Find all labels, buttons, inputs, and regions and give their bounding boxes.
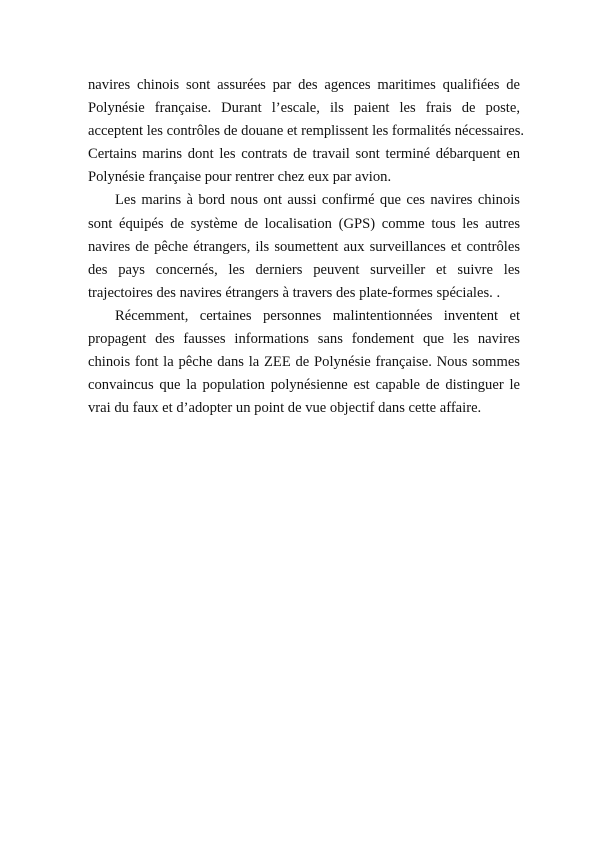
document-body xyxy=(88,74,525,420)
paragraph-3-line-1: Récemment, certaines personnes malintentionnées inventent et xyxy=(115,307,520,324)
paragraph-3 xyxy=(88,305,520,420)
paragraph-2-line-4: des pays concernés, les derniers peuvent surveiller et suivre les xyxy=(88,261,520,278)
paragraph-2-line-3: navires de pêche étrangers, ils soumettent aux surveillances et contrôles xyxy=(88,238,520,255)
paragraph-1 xyxy=(88,74,525,189)
paragraph-1-line-3: acceptent les contrôles de douane et remplissent les formalités nécessaires. xyxy=(88,123,525,140)
paragraph-1-line-4: Certains marins dont les contrats de travail sont terminé débarquent en xyxy=(88,146,520,163)
paragraph-2-line-5: trajectoires des navires étrangers à travers des plate-formes spéciales. . xyxy=(88,284,501,301)
paragraph-3-line-5: vrai du faux et d’adopter un point de vue objectif dans cette affaire. xyxy=(88,400,482,417)
paragraph-1-line-5: Polynésie française pour rentrer chez eux par avion. xyxy=(88,169,392,186)
paragraph-1-line-1: navires chinois sont assurées par des agences maritimes qualifiées de xyxy=(88,77,520,93)
paragraph-2 xyxy=(88,189,520,304)
paragraph-2-line-1: Les marins à bord nous ont aussi confirmé que ces navires chinois xyxy=(115,192,520,209)
paragraph-3-line-2: propagent des fausses informations sans fondement que les navires xyxy=(88,331,520,348)
paragraph-3-line-3: chinois font la pêche dans la ZEE de Polynésie française. Nous sommes xyxy=(88,354,520,371)
paragraph-1-line-2: Polynésie française. Durant l’escale, ils paient les frais de poste, xyxy=(88,100,520,117)
paragraph-3-line-4: convaincus que la population polynésienne est capable de distinguer le xyxy=(88,377,520,394)
paragraph-2-line-2: sont équipés de système de localisation (GPS) comme tous les autres xyxy=(88,215,520,232)
